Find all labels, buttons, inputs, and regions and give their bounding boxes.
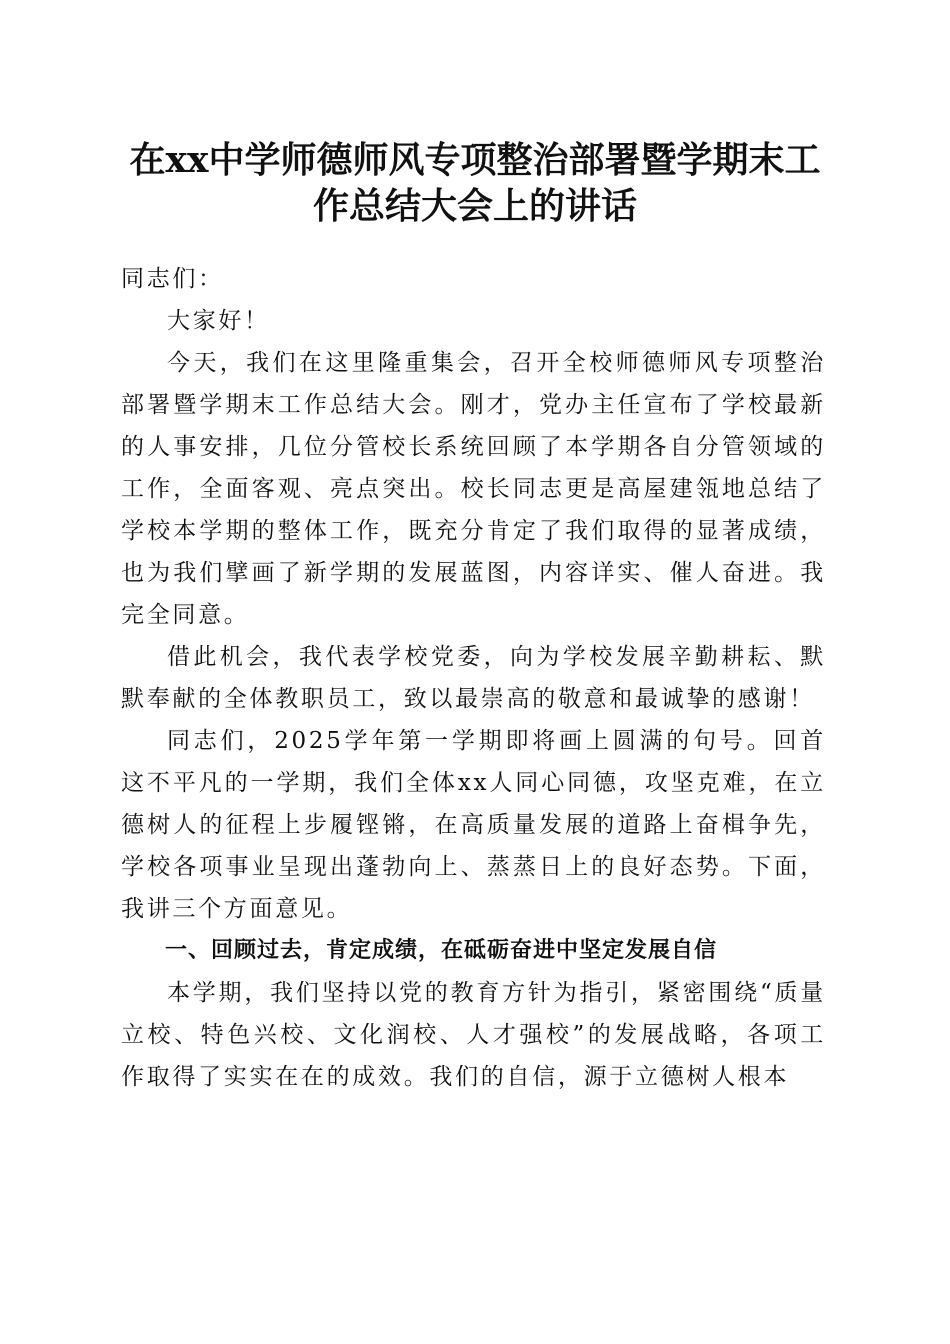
thanks-paragraph: 借此机会，我代表学校党委，向为学校发展辛勤耕耘、默默奉献的全体教职员工，致以最崇高的敬意和最诚挚的感谢！ [121, 644, 826, 712]
greeting-paragraph: 大家好！ [167, 308, 270, 334]
section-heading-1: 一、回顾过去，肯定成绩，在砥砺奋进中坚定发展自信 [165, 938, 718, 963]
opening-paragraph: 今天，我们在这里隆重集会，召开全校师德师风专项整治部署暨学期末工作总结大会。刚才，党办主任宣布了学校最新的人事安排，几位分管校长系统回顾了本学期各自分管领域的工作，全面客观、亮点突出。校长同志更是高屋建瓴地总结了学校本学期的整体工作，既充分肯定了我们取得的显著成绩，也为我们擘画了新学期的发展蓝图，内容详实、催人奋进。我完全同意。 [121, 350, 826, 628]
salutation: 同志们： [121, 266, 224, 292]
document-title-line-2: 作总结大会上的讲话 [312, 185, 637, 227]
document-title-line-1: 在xx中学师德师风专项整治部署暨学期末工 [129, 139, 821, 181]
review-paragraph: 同志们，2025学年第一学期即将画上圆满的句号。回首这不平凡的一学期，我们全体xx人同心同德，攻坚克难，在立德树人的征程上步履铿锵，在高质量发展的道路上奋楫争先，学校各项事业呈现出蓬勃向上、蒸蒸日上的良好态势。下面，我讲三个方面意见。 [121, 728, 826, 922]
document-body [121, 258, 826, 1098]
section-1-paragraph: 本学期，我们坚持以党的教育方针为指引，紧密围绕“质量立校、特色兴校、文化润校、人才强校”的发展战略，各项工作取得了实实在在的成效。我们的自信，源于立德树人根本 [121, 980, 826, 1090]
